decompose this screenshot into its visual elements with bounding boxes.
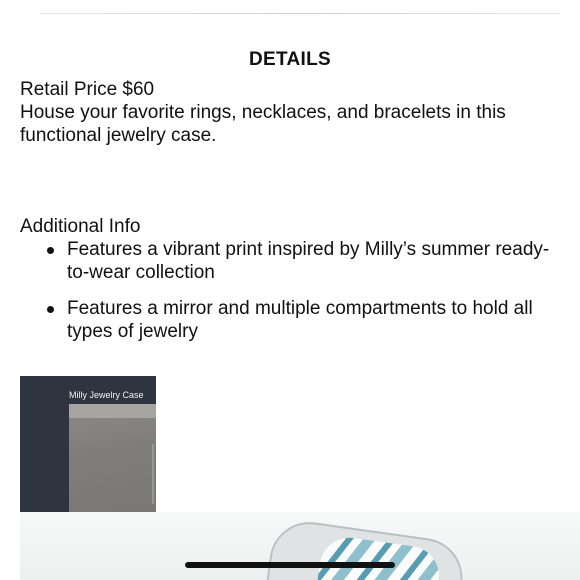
retail-price: Retail Price $60 — [20, 79, 155, 100]
video-thumbnail[interactable] — [20, 376, 156, 512]
list-item — [20, 297, 565, 343]
video-frame-edge — [152, 444, 154, 504]
bullet-icon — [47, 247, 54, 254]
home-indicator[interactable] — [185, 562, 395, 568]
list-item — [20, 238, 565, 284]
bullet-icon — [47, 306, 54, 313]
product-photo — [20, 512, 580, 580]
product-description: House your favorite rings, necklaces, and bracelets in this functional jewelry case. — [20, 102, 506, 146]
feature-list — [20, 238, 565, 356]
video-title: Milly Jewelry Case — [69, 390, 144, 400]
top-divider — [40, 13, 560, 14]
feature-text: Features a mirror and multiple compartments to hold all types of jewelry — [67, 298, 533, 342]
feature-text: Features a vibrant print inspired by Milly’s summer ready-to-wear collection — [67, 239, 550, 283]
additional-info-heading: Additional Info — [20, 216, 141, 237]
video-frame-stripe — [69, 404, 156, 418]
details-heading: DETAILS — [249, 49, 331, 70]
video-frame-image — [69, 404, 156, 512]
